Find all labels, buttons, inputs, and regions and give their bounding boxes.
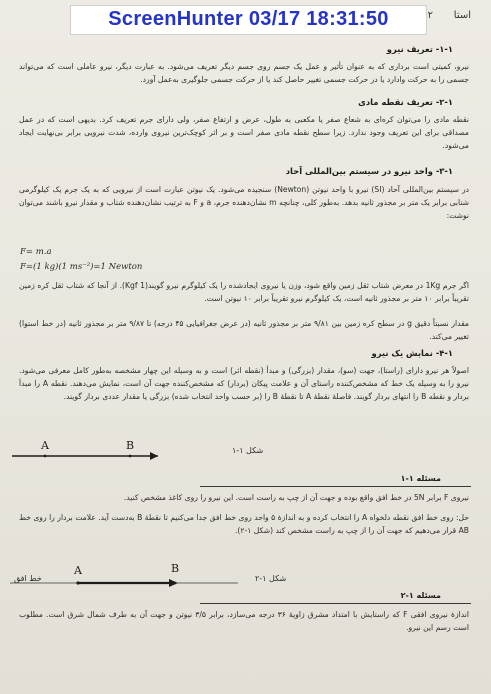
section-body-force-representation: اصولاً هر نیرو دارای (راستا)، جهت (سو)، مقدار (بزرگی) و مبدأ (نقطه اثر) است و به وسیله این چهار مشخصه به‌طور کامل معرفی می‌شود. نیرو را به وسیله یک خط که مشخص‌کننده راستای آن و علامت پیکان (بردار) که مشخص‌کننده جهت آن است، نمایش می‌دهند. نقطه A را مبدأ بردار و نقطه B را انتهای بردار گویند. فاصلهٔ نقطهٔ A تا نقطهٔ B را (بر حسب واحد انتخاب شده) بزرگی یا مقدار عددی بردار گویند. (19, 366, 469, 401)
figure2-point-a: A (74, 564, 82, 577)
figure1-point-b: B (126, 439, 135, 452)
problem2-title-rule (200, 603, 471, 604)
figure2-axis-label: خط افق (14, 574, 42, 583)
figure2-vector-arrow (10, 576, 240, 590)
section-body-si-force-unit: در سیستم بین‌المللی آحاد (SI) نیرو با واحد نیوتن (Newton) سنجیده می‌شود. یک نیوتن عبارت است از نیرویی که به یک جرم یک کیلوگرمی شتابی برابر یک متر بر مجذور ثانیه بدهد. به‌طور کلی، چنانچه m نشان‌دهنده جرم، a و F به ترتیب نشان‌دهنده شتاب و مقدار نیرو باشند می‌توان نوشت: (19, 185, 469, 220)
section-heading-force-representation: ۴-۱- نمایش یک نیرو (371, 348, 453, 358)
overlay-text: ScreenHunter 03/17 18:31:50 (108, 8, 389, 30)
page-number: ۲ (427, 10, 433, 21)
figure2-point-b: B (171, 562, 180, 575)
problem2-title: مسئله ۱-۲ (400, 591, 441, 600)
section-body-kilogram-force: اگر جرم 1Kg در معرض شتاب ثقل زمین واقع شود، وزن یا نیروی ایجادشده را یک کیلوگرم نیرو گویند(1 Kgf). از آنجا که شتاب ثقل کره زمین تقریباً برابر ۱۰ متر بر مجذور ثانیه است، یک کیلوگرم نیرو تقریباً برابر ۱۰ نیوتن است. (19, 281, 469, 303)
section-body-force-definition: نیرو، کمیتی است برداری که به عنوان تأثیر و عمل یک جسم روی جسم دیگر تعریف می‌شود. به عبارت دیگر، نیرو عاملی است که می‌تواند جسمی را به حرکت وادارد یا در حرکت جسمی تغییر حاصل کند یا از حرکت جسمی جلوگیری به‌عمل آورد. (19, 62, 469, 84)
running-header: استا (453, 10, 471, 21)
section-heading-si-force-unit: ۳-۱- واحد نیرو در سیستم بین‌المللی آحاد (285, 166, 453, 176)
section-body-material-point: نقطه مادی را می‌توان کره‌ای به شعاع صفر یا مکعبی به طول، عرض و ارتفاع صفر، ولی دارای جرم تعریف کرد. بدیهی است که در عمل مصداقی برای این تعریف وجود ندارد. زیرا سطح نقطه مادی صفر است و بر اثر کوچک‌ترین نیروی وارده، شدت نیرویی برابر بی‌نهایت ایجاد می‌شود. (19, 115, 469, 150)
problem1-statement: نیروی F برابر 5N در خط افق واقع بوده و جهت آن از چپ به راست است. این نیرو را روی کاغذ مشخص کنید. (123, 493, 469, 502)
screenhunter-timestamp-overlay (70, 5, 427, 35)
figure1-point-a: A (41, 439, 49, 452)
figure2-caption: شکل ۱-۲ (255, 574, 287, 583)
problem1-solution: حل: روی خط افق نقطه دلخواه A را انتخاب کرده و به اندازهٔ ۵ واحد روی خط افق جدا می‌کنیم تا نقطهٔ B به‌دست آید. علامت بردار را روی خط AB قرار می‌دهیم که جهت آن را از چپ به راست مشخص کند (شکل ۱-۲). (19, 513, 469, 535)
problem1-title: مسئله ۱-۱ (400, 474, 441, 483)
figure1-vector-arrow (12, 450, 162, 462)
section-body-gravity-value: مقدار نسبتاً دقیق g در سطح کره زمین بین ۹/۸۱ متر بر مجذور ثانیه (در عرض جغرافیایی ۴۵ درجه) تا ۹/۸۷ متر بر مجذور ثانیه (در خط استوا) تغییر می‌کند. (19, 319, 470, 341)
formula-newton-unit: F=(1 kg)(1 ms⁻²)=1 Newton (20, 262, 143, 272)
figure1-caption: شکل ۱-۱ (232, 446, 264, 455)
section-heading-force-definition: ۱-۱- تعریف نیرو (386, 44, 453, 54)
problem1-title-rule (200, 486, 471, 487)
formula-newton-second-law: F= m.a (20, 247, 52, 257)
section-heading-material-point: ۲-۱- تعریف نقطه مادی (358, 97, 453, 107)
problem2-statement: اندازهٔ نیروی افقی F که راستایش با امتداد مشرق زاویهٔ ۳۶ درجه می‌سازد، برابر ۳/۵ نیوتن و جهت آن به طرف شمال شرق است. مطلوب است رسم این نیرو. (19, 610, 469, 632)
